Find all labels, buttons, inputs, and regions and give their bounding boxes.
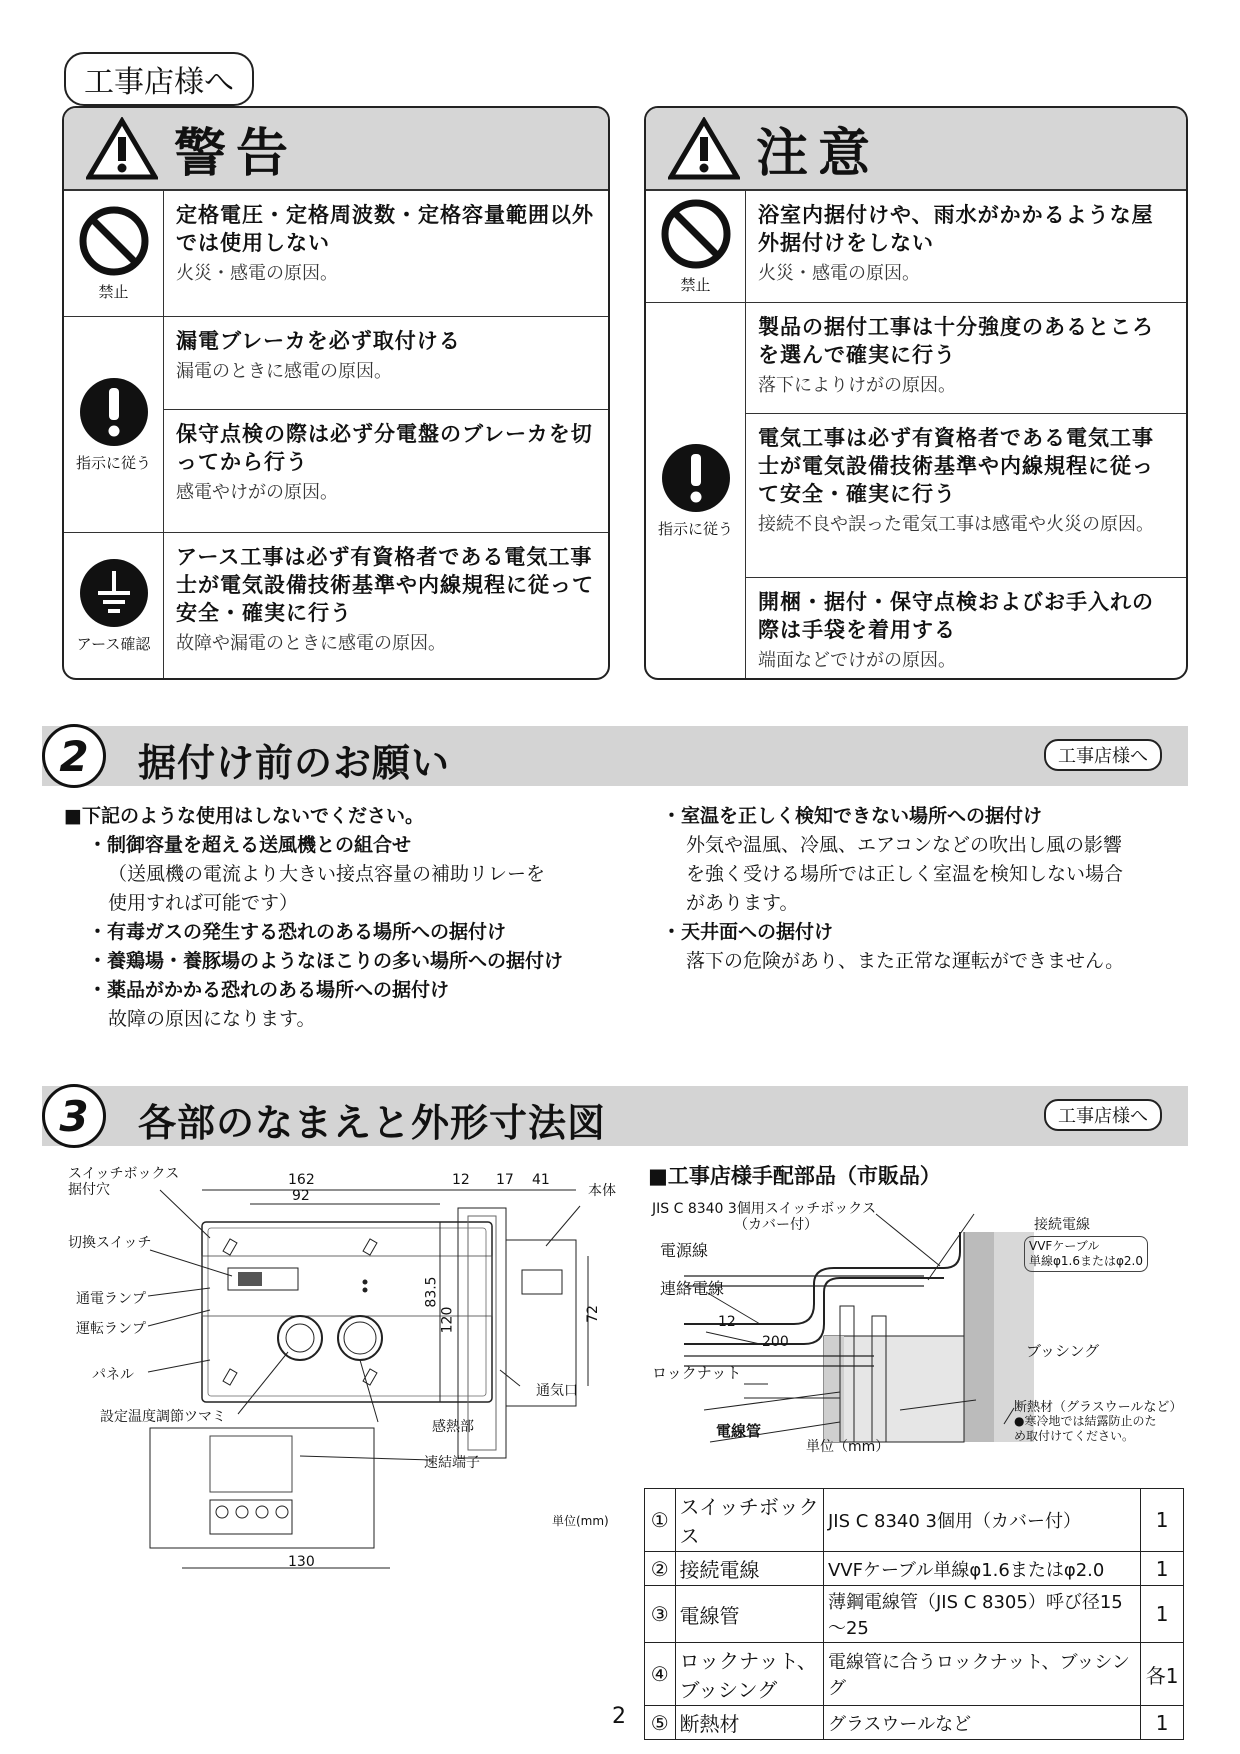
table-row [645,1643,1184,1706]
label-unit: 単位(mm) [552,1514,609,1528]
dim-label: 83.5 [423,1276,440,1308]
prohibition-icon [78,205,150,277]
exclamation-icon [78,376,150,448]
label-power-lamp: 通電ランプ [76,1291,146,1307]
warning-title: 保守点検の際は必ず分電盤のブレーカを切ってから行う [176,422,593,474]
dim-label: 12 [452,1172,470,1188]
section3-header [42,1086,1188,1146]
table-cell-no: ⑤ [645,1706,676,1740]
table-cell-qty: 1 [1141,1489,1184,1552]
list-note: を強く受ける場所では正しく室温を検知しない場合 [686,863,1124,885]
caution-heading: 注意 [756,124,881,184]
label-std: JIS C 8340 3個用スイッチボックス [652,1201,877,1217]
list-note: があります。 [686,892,799,914]
label-insulation: 断熱材（グラスウールなど） [1014,1400,1183,1415]
label-unit-mm: 単位（mm） [806,1439,890,1455]
icon-label: アース確認 [76,635,151,653]
label-mode-switch: 切換スイッチ [68,1235,152,1251]
caution-row-prohibit [646,190,1186,302]
icon-label: 指示に従う [75,454,151,472]
table-cell-spec: 薄鋼電線管（JIS C 8305）呼び径15～25 [823,1586,1140,1643]
table-cell-spec: JIS C 8340 3個用（カバー付） [823,1489,1140,1552]
list-note: 外気や温風、冷風、エアコンなどの吹出し風の影響 [686,834,1123,856]
warning-title: 漏電ブレーカを必ず取付ける [176,329,461,353]
warning-note: 火災・感電の原因。 [176,263,338,284]
warning-row-earth [64,532,608,678]
table-cell-no: ③ [645,1586,676,1643]
earth-ground-icon [78,557,150,629]
label-vent: 通気口 [536,1383,578,1399]
warning-title: 定格電圧・定格周波数・定格容量範囲以外では使用しない [176,203,594,255]
dim-label: 130 [288,1554,315,1570]
page-number: 2 [612,1704,626,1729]
dim-label: 41 [532,1172,550,1188]
label-vvf: VVFケーブル 単線φ1.6またはφ2.0 [1024,1236,1148,1272]
table-cell-qty: 1 [1141,1586,1184,1643]
dim-label: 120 [439,1306,456,1334]
list-note: （送風機の電流より大きい接点容量の補助リレーを [108,863,546,885]
label-run-lamp: 運転ランプ [76,1321,146,1337]
label-locknut: ロックナット [652,1364,742,1382]
warning-note: 感電やけがの原因。 [176,482,338,503]
warning-triangle-icon [86,117,158,181]
icon-label: 指示に従う [657,520,733,538]
audience-badge: 工事店様へ [64,52,254,106]
lead-text: ■下記のような使用はしないでください。 [64,805,424,827]
label-switch-box-hole: スイッチボックス 据付穴 [68,1166,180,1198]
table-cell-name: 接続電線 [675,1552,823,1586]
table-row [645,1552,1184,1586]
warning-note: 漏電のときに感電の原因。 [176,361,392,382]
icon-label: 禁止 [680,276,711,294]
label-body: 本体 [588,1183,616,1199]
caution-triangle-icon [668,117,740,181]
warning-row-prohibit [64,190,608,316]
label-dim-12: 12 [718,1314,736,1330]
label-sensor: 感熱部 [432,1419,474,1435]
list-item: ・天井面への据付け [662,921,834,943]
label-terminal: 速結端子 [424,1455,480,1471]
table-cell-no: ② [645,1552,676,1586]
warning-note: 故障や漏電のときに感電の原因。 [176,633,446,654]
table-cell-no: ④ [645,1643,676,1706]
section-number: 2 [42,724,106,788]
warning-heading: 警告 [174,124,299,184]
table-row [645,1489,1184,1552]
caution-title: 開梱・据付・保守点検およびお手入れの際は手袋を着用する [758,590,1154,642]
dim-label: 72 [584,1305,601,1323]
list-item: ・制御容量を超える送風機との組合せ [88,834,412,856]
table-cell-no: ① [645,1489,676,1552]
parts-table [644,1488,1184,1740]
list-item: ・養鶏場・養豚場のようなほこりの多い場所への据付け [88,950,564,972]
icon-label: 禁止 [98,283,129,301]
warning-title: アース工事は必ず有資格者である電気工事士が電気設備技術基準や内線規程に従って安全・確実に行う [176,545,594,625]
caution-title: 電気工事は必ず有資格者である電気工事士が電気設備技術基準や内線規程に従って安全・確実に行う [758,426,1154,506]
section2-left-column [64,802,644,1034]
table-cell-qty: 各1 [1141,1643,1184,1706]
exclamation-icon [660,442,732,514]
section2-right-column [662,802,1192,976]
section-title: 各部のなまえと外形寸法図 [138,1101,607,1145]
section-title: 据付け前のお願い [138,741,451,785]
label-cover: （カバー付） [734,1217,818,1233]
table-row [645,1706,1184,1740]
list-note: 落下の危険があり、また正常な運転ができません。 [686,950,1125,972]
caution-note: 接続不良や誤った電気工事は感電や火災の原因。 [758,514,1154,535]
table-cell-qty: 1 [1141,1552,1184,1586]
table-cell-name: ロックナット、ブッシング [675,1643,823,1706]
label-connect-line: 連絡電線 [660,1279,725,1298]
section-number: 3 [42,1084,106,1148]
table-cell-name: スイッチボックス [675,1489,823,1552]
dim-label: 92 [292,1188,310,1204]
caution-box [644,106,1188,680]
label-bushing: ブッシング [1026,1342,1100,1360]
table-row [645,1586,1184,1643]
list-item: ・薬品がかかる恐れのある場所への据付け [88,979,450,1001]
table-cell-spec: グラスウールなど [823,1706,1140,1740]
dim-label: 162 [288,1172,315,1188]
label-cold-note: ●寒冷地では結露防止のた め取付けてください。 [1014,1414,1157,1443]
caution-note: 落下によりけがの原因。 [758,375,956,396]
prohibition-icon [660,198,732,270]
table-cell-name: 断熱材 [675,1706,823,1740]
parts-heading: ■工事店様手配部品（市販品） [648,1164,941,1188]
label-temp-knob: 設定温度調節ツマミ [100,1409,226,1425]
list-item: ・有毒ガスの発生する恐れのある場所への据付け [88,921,507,943]
table-cell-qty: 1 [1141,1706,1184,1740]
table-cell-spec: VVFケーブル単線φ1.6またはφ2.0 [823,1552,1140,1586]
label-panel: パネル [92,1367,134,1383]
warning-row-instruction [64,316,608,532]
dim-label: 17 [496,1172,514,1188]
caution-title: 浴室内据付けや、雨水がかかるような屋外据付けをしない [758,203,1154,255]
caution-header [646,108,1186,190]
caution-title: 製品の据付工事は十分強度のあるところを選んで確実に行う [758,315,1154,367]
audience-badge: 工事店様へ [1044,739,1162,771]
label-power-line: 電源線 [660,1241,709,1260]
section2-header [42,726,1188,786]
list-note: 使用すれば可能です） [108,892,299,914]
table-cell-name: 電線管 [675,1586,823,1643]
list-item: ・室温を正しく検知できない場所への据付け [662,805,1043,827]
warning-header [64,108,608,190]
warning-box [62,106,610,680]
caution-row-instruction [646,302,1186,678]
audience-badge: 工事店様へ [1044,1099,1162,1131]
caution-note: 火災・感電の原因。 [758,263,920,284]
caution-note: 端面などでけがの原因。 [758,650,956,671]
label-wire: 接続電線 [1034,1217,1090,1233]
label-dim-200: 200 [762,1334,789,1350]
list-note: 故障の原因になります。 [108,1008,316,1030]
table-cell-spec: 電線管に合うロックナット、ブッシング [823,1643,1140,1706]
label-conduit: 電線管 [716,1422,762,1440]
